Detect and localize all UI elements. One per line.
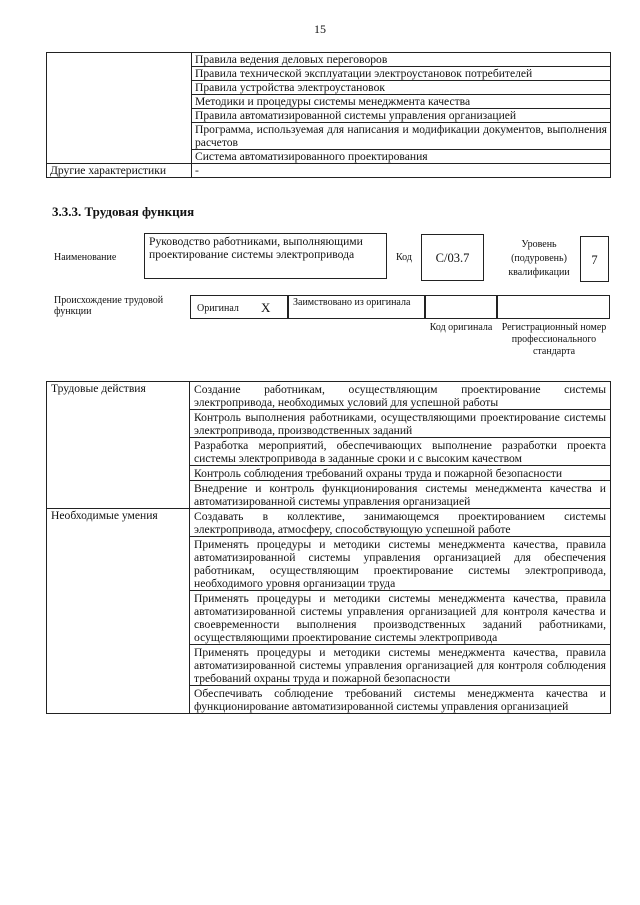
original-mark: X <box>261 300 271 315</box>
table-row <box>47 164 611 178</box>
registration-number-label: Регистрационный номер профессионального стандарта <box>501 322 607 357</box>
group-item-cell: Применять процедуры и методики системы менеджмента качества, правила автоматизированной системы управления организацией для контроля соблюдения требований охраны труда и пожарной безопасности <box>190 645 611 686</box>
row-text-cell: Методики и процедуры системы менеджмента качества <box>192 95 611 109</box>
group-label-cell: Необходимые умения <box>47 509 190 714</box>
group-item-cell: Создавать в коллективе, занимающемся проектированием системы электропривода, атмосферу, способствующую успешной работе <box>190 509 611 537</box>
function-origin-label: Происхождение трудовой функции <box>54 295 164 317</box>
row-text-cell: Система автоматизированного проектирования <box>192 150 611 164</box>
group-item-cell: Контроль соблюдения требований охраны труда и пожарной безопасности <box>190 466 611 481</box>
table-row <box>47 509 611 537</box>
row-text-cell: Правила технической эксплуатации электроустановок потребителей <box>192 67 611 81</box>
group-item-cell: Применять процедуры и методики системы менеджмента качества, правила автоматизированной системы управления организацией для обеспечения работникам, осуществляющим проектирование системы электропривода, необходимого уровня организации труда <box>190 537 611 591</box>
original-code-label: Код оригинала <box>429 322 493 333</box>
section-heading: 3.3.3. Трудовая функция <box>52 204 195 219</box>
row-text-cell: Правила автоматизированной системы управления организацией <box>192 109 611 123</box>
row-label-cell: Другие характеристики <box>47 164 192 178</box>
qualification-level-label: Уровень (подуровень) квалификации <box>508 239 570 278</box>
group-item-cell: Контроль выполнения работниками, осуществляющими проектирование системы электропривода, производственных заданий <box>190 410 611 438</box>
group-label-cell: Трудовые действия <box>47 382 190 509</box>
group-item-cell: Применять процедуры и методики системы менеджмента качества, правила автоматизированной системы управления организацией для контроля качества и своевременности выполнения производственных заданий работниками, осуществляющими проектирование системы электропривода <box>190 591 611 645</box>
original-label: Оригинал <box>197 303 239 314</box>
page-number: 15 <box>314 22 326 36</box>
table-row <box>47 382 611 410</box>
row-text-cell: - <box>192 164 611 178</box>
group-item-cell: Разработка мероприятий, обеспечивающих выполнение разработки проекта системы электропривода в заданные сроки и с высоким качеством <box>190 438 611 466</box>
labor-function-table <box>46 381 611 714</box>
qualification-level-box: 7 <box>580 236 609 282</box>
row-text-cell: Правила ведения деловых переговоров <box>192 53 611 67</box>
row-text-cell: Правила устройства электроустановок <box>192 81 611 95</box>
group-item-cell: Обеспечивать соблюдение требований системы менеджмента качества и функционирование автоматизированной системы управления организацией <box>190 686 611 714</box>
function-name-label: Наименование <box>54 252 117 263</box>
original-cell <box>190 295 288 319</box>
function-name-box: Руководство работниками, выполняющими проектирование системы электропривода <box>144 233 387 279</box>
group-item-cell: Внедрение и контроль функционирования системы менеджмента качества и автоматизированной системы управления организацией <box>190 481 611 509</box>
original-code-cell <box>425 295 497 319</box>
borrowed-cell: Заимствовано из оригинала <box>288 295 425 319</box>
table-row <box>47 53 611 67</box>
function-code-box: C/03.7 <box>421 234 484 281</box>
function-code-label: Код <box>396 252 412 263</box>
row-text-cell: Программа, используемая для написания и модификации документов, выполнения расчетов <box>192 123 611 150</box>
row-label-cell <box>47 53 192 164</box>
registration-number-cell <box>497 295 610 319</box>
group-item-cell: Создание работникам, осуществляющим проектирование системы электропривода, необходимых условий для успешной работы <box>190 382 611 410</box>
requirements-table-continued <box>46 52 611 178</box>
